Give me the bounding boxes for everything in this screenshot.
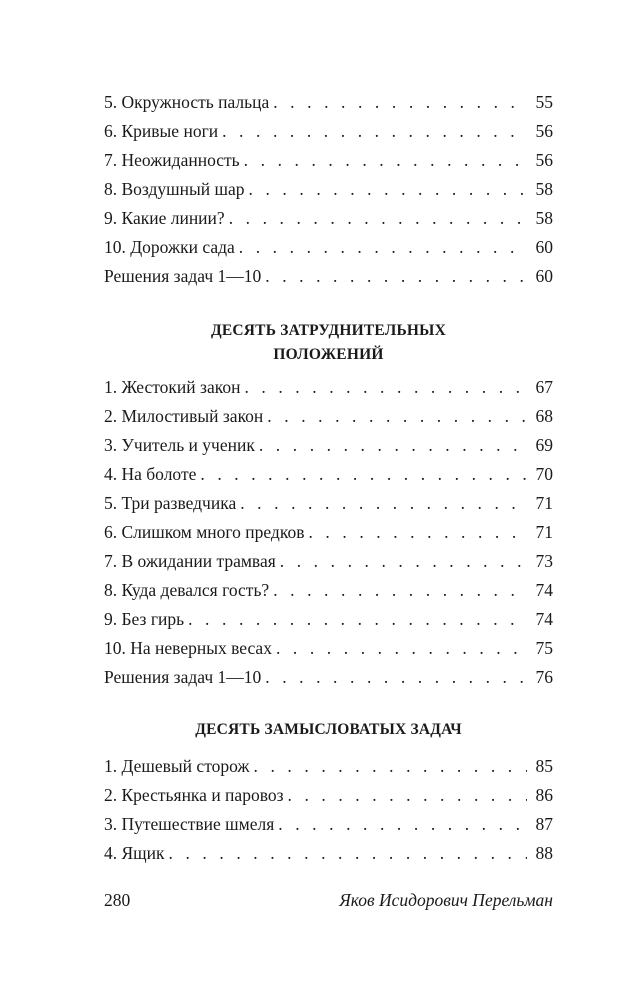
leader-dots: [265, 663, 527, 692]
toc-entry: [104, 518, 553, 547]
toc-entry-title: 1. Дешевый сторож: [104, 756, 250, 776]
page-number: 280: [104, 890, 131, 910]
toc-entry-page: 71: [535, 522, 553, 542]
toc-entry-title: 5. Три разведчика: [104, 493, 237, 513]
toc-entry: [104, 810, 553, 839]
toc-entry: [104, 88, 553, 117]
toc-list-section2: [104, 373, 553, 692]
toc-entry-page: 68: [535, 406, 553, 426]
toc-entry-page: 55: [535, 92, 553, 112]
toc-entry: [104, 605, 553, 634]
section-heading: [104, 319, 553, 367]
author-name: Яков Исидорович Перельман: [339, 890, 553, 910]
toc-entry-page: 60: [535, 266, 553, 286]
leader-dots: [244, 373, 527, 402]
leader-dots: [244, 146, 527, 175]
toc-entry-title: 10. На неверных весах: [104, 638, 272, 658]
toc-entry: [104, 839, 553, 868]
toc-entry-title: 7. Неожиданность: [104, 150, 240, 170]
toc-entry-title: 10. Дорожки сада: [104, 237, 235, 257]
toc-entry: [104, 752, 553, 781]
toc-entry-title: 4. Ящик: [104, 843, 165, 863]
toc-entry-page: 76: [535, 667, 553, 687]
toc-entry-title: 2. Крестьянка и паровоз: [104, 785, 284, 805]
toc-entry-page: 58: [535, 179, 553, 199]
toc-entry-title: 9. Без гирь: [104, 609, 185, 629]
leader-dots: [169, 839, 527, 868]
toc-entry-title: 9. Какие линии?: [104, 208, 225, 228]
toc-entry-title: 8. Куда девался гость?: [104, 580, 270, 600]
toc-entry: [104, 204, 553, 233]
toc-entry-title: 6. Слишком много предков: [104, 522, 305, 542]
toc-entry-title: 3. Учитель и ученик: [104, 435, 255, 455]
toc-entry: [104, 146, 553, 175]
toc-entry: [104, 431, 553, 460]
section-heading-line: ДЕСЯТЬ ЗАТРУДНИТЕЛЬНЫХ: [210, 322, 446, 339]
toc-entry-page: 67: [535, 377, 553, 397]
toc-entry-page: 74: [535, 580, 553, 600]
toc-entry-title: Решения задач 1—10: [104, 266, 262, 286]
toc-entry: [104, 489, 553, 518]
toc-entry: [104, 781, 553, 810]
toc-entry-title: 7. В ожидании трамвая: [104, 551, 276, 571]
toc-entry-title: 4. На болоте: [104, 464, 197, 484]
toc-entry-title: 8. Воздушный шар: [104, 179, 245, 199]
toc-entry: [104, 402, 553, 431]
toc-entry-title: 5. Окружность пальца: [104, 92, 270, 112]
leader-dots: [239, 233, 527, 262]
toc-entry-title: 1. Жестокий закон: [104, 377, 241, 397]
leader-dots: [280, 547, 527, 576]
toc-entry: [104, 663, 553, 692]
toc-entry: [104, 233, 553, 262]
leader-dots: [273, 88, 527, 117]
toc-entry-title: 3. Путешествие шмеля: [104, 814, 275, 834]
toc-entry: [104, 547, 553, 576]
leader-dots: [288, 781, 528, 810]
leader-dots: [259, 431, 527, 460]
leader-dots: [254, 752, 527, 781]
toc-entry: [104, 117, 553, 146]
toc-entry-page: 56: [535, 150, 553, 170]
toc-entry-page: 74: [535, 609, 553, 629]
toc-entry: [104, 576, 553, 605]
toc-entry-page: 70: [535, 464, 553, 484]
leader-dots: [222, 117, 527, 146]
toc-entry-page: 88: [535, 843, 553, 863]
section-heading-line: ДЕСЯТЬ ЗАМЫСЛОВАТЫХ ЗАДАЧ: [195, 721, 462, 738]
leader-dots: [278, 810, 527, 839]
toc-entry: [104, 373, 553, 402]
leader-dots: [249, 175, 527, 204]
toc-entry-page: 73: [535, 551, 553, 571]
leader-dots: [276, 634, 527, 663]
leader-dots: [200, 460, 527, 489]
leader-dots: [265, 262, 527, 291]
toc-entry-page: 87: [535, 814, 553, 834]
toc-entry-title: 6. Кривые ноги: [104, 121, 219, 141]
toc-entry-title: Решения задач 1—10: [104, 667, 262, 687]
section-heading: [104, 718, 553, 742]
leader-dots: [229, 204, 527, 233]
toc-list-section3: [104, 752, 553, 868]
toc-entry-page: 86: [535, 785, 553, 805]
toc-entry: [104, 262, 553, 291]
section-heading-line: ПОЛОЖЕНИЙ: [273, 346, 384, 363]
leader-dots: [240, 489, 527, 518]
toc-entry-page: 85: [535, 756, 553, 776]
toc-entry: [104, 634, 553, 663]
leader-dots: [273, 576, 527, 605]
toc-list-part1: [104, 88, 553, 291]
toc-entry-page: 58: [535, 208, 553, 228]
leader-dots: [308, 518, 527, 547]
toc-entry: [104, 460, 553, 489]
toc-entry: [104, 175, 553, 204]
toc-entry-page: 56: [535, 121, 553, 141]
toc-entry-page: 60: [535, 237, 553, 257]
toc-entry-page: 69: [535, 435, 553, 455]
toc-entry-page: 75: [535, 638, 553, 658]
leader-dots: [267, 402, 527, 431]
leader-dots: [188, 605, 527, 634]
toc-entry-title: 2. Милостивый закон: [104, 406, 264, 426]
toc-entry-page: 71: [535, 493, 553, 513]
